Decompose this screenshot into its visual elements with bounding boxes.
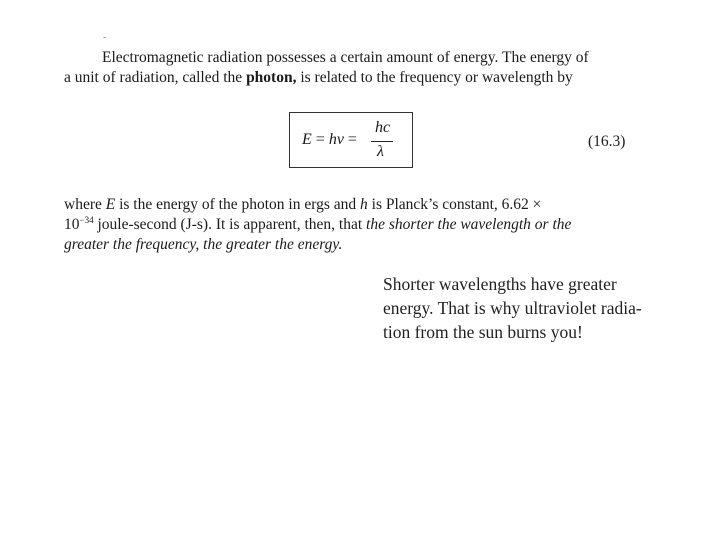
note-line-2: energy. That is why ultraviolet radia- — [383, 298, 642, 318]
italic-conclusion-1: the shorter the wavelength or the — [366, 216, 572, 233]
intro-line-2-end: is related to the frequency or wavelength by — [296, 69, 573, 86]
equation-lhs — [302, 131, 357, 149]
note-line-1: Shorter wavelengths have greater — [383, 274, 617, 294]
photon-term: photon, — [246, 69, 297, 86]
equation-box — [289, 112, 413, 168]
equals-sign-1: = — [311, 131, 329, 148]
scan-speck: - — [103, 32, 107, 43]
explanation-line-2 — [64, 215, 644, 235]
explanation-line-1 — [64, 195, 644, 215]
energy-symbol: E — [302, 131, 312, 148]
fraction-denominator: λ — [377, 143, 384, 160]
intro-line-1: Electromagnetic radiation possesses a certain amount of energy. The energy of — [102, 49, 589, 66]
energy-symbol-inline: E — [105, 196, 116, 213]
intro-line-2-start: a unit of radiation, called the — [64, 69, 247, 86]
text-planck-constant: is Planck’s constant, 6.62 × — [367, 196, 542, 213]
handwritten-style-note — [383, 272, 693, 344]
equals-sign-2: = — [343, 131, 357, 148]
note-line-3: tion from the sun burns you! — [383, 322, 583, 342]
italic-conclusion-2: greater the frequency, the greater the energy. — [64, 236, 343, 253]
equation-number: (16.3) — [588, 133, 626, 150]
power-exponent: −34 — [79, 215, 94, 225]
text-joule-second: joule-second (J-s). It is apparent, then, that — [93, 216, 367, 233]
explanation-paragraph — [64, 195, 644, 255]
text-where: where — [64, 196, 106, 213]
power-base: 10 — [64, 216, 80, 233]
h-nu-term: hν — [328, 131, 344, 148]
intro-line-2 — [64, 68, 639, 88]
intro-paragraph — [64, 48, 639, 88]
fraction-bar — [371, 141, 393, 142]
planck-symbol-inline: h — [360, 196, 368, 213]
text-energy-description: is the energy of the photon in ergs and — [115, 196, 361, 213]
fraction-numerator: hc — [375, 119, 391, 136]
